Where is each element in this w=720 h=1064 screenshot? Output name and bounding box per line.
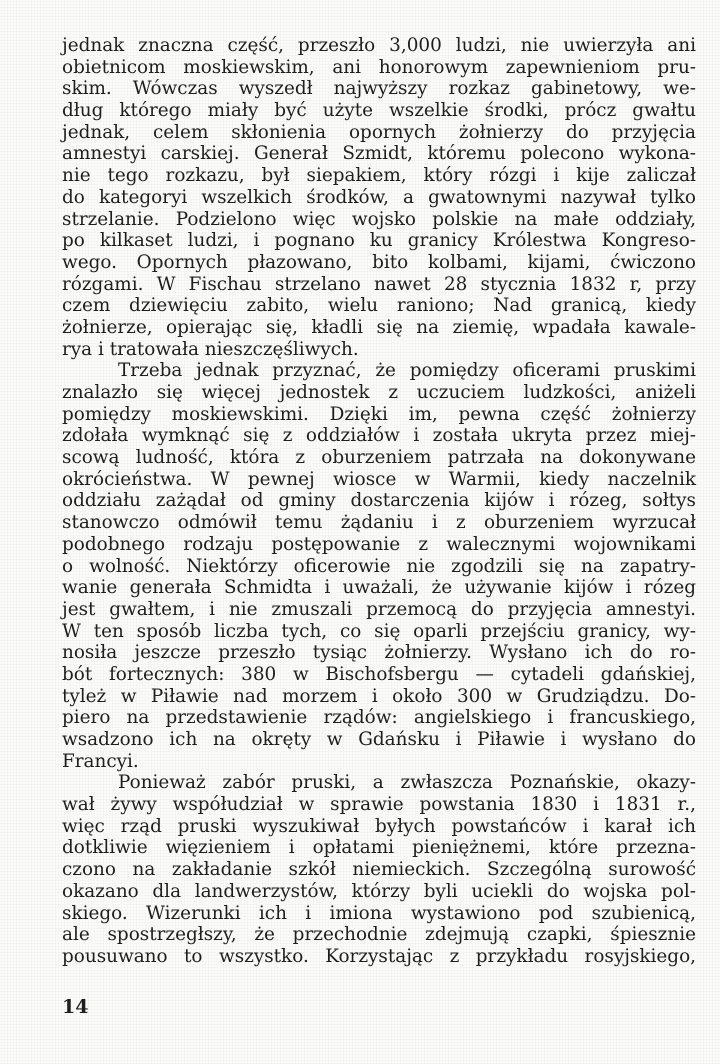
text-line: okazano dla landwerzystów, którzy byli uciekli do wojska pol- bbox=[62, 880, 696, 902]
text-line: podobnego rodzaju postępowanie z walecznymi wojownikami bbox=[62, 533, 696, 555]
text-line: stanowczo odmówił temu żądaniu i z oburzeniem wyrzucał bbox=[62, 512, 696, 534]
text-line: oddziału zażądał od gminy dostarczenia kijów i rózeg, sołtys bbox=[62, 490, 696, 512]
text-line: wał żywy współudział w sprawie powstania 1830 i 1831 r., bbox=[62, 794, 696, 816]
text-line: o wolność. Niektórzy oficerowie nie zgodzili się na zapatry- bbox=[62, 555, 696, 577]
text-line: W ten sposób liczba tych, co się oparli przejściu granicy, wy- bbox=[62, 620, 696, 642]
text-line: pomiędzy moskiewskimi. Dzięki im, pewna część żołnierzy bbox=[62, 403, 696, 425]
text-line: skim. Wówczas wyszedł najwyższy rozkaz gabinetowy, we- bbox=[62, 78, 696, 100]
text-line: jednak znaczna część, przeszło 3,000 ludzi, nie uwierzyła ani bbox=[62, 35, 696, 56]
text-line: znalazło się więcej jednostek z uczuciem ludzkości, aniżeli bbox=[62, 382, 696, 403]
text-line: Ponieważ zabór pruski, a zwłaszcza Poznańskie, okazy- bbox=[118, 772, 696, 794]
text-line: rya i tratowała nieszczęśliwych. bbox=[62, 338, 359, 360]
text-line: wego. Opornych płazowano, bito kolbami, kijami, ćwiczono bbox=[62, 251, 696, 273]
text-line: obietnicom moskiewskim, ani honorowym zapewnieniom pru- bbox=[62, 56, 696, 78]
text-line: amnestyi carskiej. Generał Szmidt, któremu polecono wykona- bbox=[62, 143, 696, 165]
text-line: jednak, celem skłonienia opornych żołnierzy do przyjęcia bbox=[62, 121, 696, 143]
text-line: Francyi. bbox=[62, 750, 139, 772]
text-line: nie tego rozkazu, był siepakiem, który rózgi i kije zaliczał bbox=[62, 165, 696, 187]
text-line: dotkliwie więzieniem i opłatami pieniężnemi, które przezna- bbox=[62, 837, 696, 859]
body-text bbox=[62, 35, 696, 968]
text-line: tyleż w Piławie nad morzem i około 300 w Grudziądzu. Do- bbox=[62, 685, 696, 707]
text-line: piero na przedstawienie rządów: angielskiego i francuskiego, bbox=[62, 707, 696, 729]
text-line: żołnierze, opierając się, kładli się na ziemię, wpadała kawale- bbox=[62, 316, 696, 338]
text-line: strzelanie. Podzielono więc wojsko polskie na małe oddziały, bbox=[62, 208, 696, 230]
text-line: czem dziewięciu zabito, wielu raniono; Nad granicą, kiedy bbox=[62, 295, 696, 317]
text-line: skiego. Wizerunki ich i imiona wystawiono pod szubienicą, bbox=[62, 902, 696, 924]
text-line: po kilkaset ludzi, i pognano ku granicy Królestwa Kongreso- bbox=[62, 230, 696, 252]
text-line: okrócieństwa. W pewnej wiosce w Warmii, kiedy naczelnik bbox=[62, 468, 696, 490]
text-line: wanie generała Schmidta i uważali, że używanie kijów i rózeg bbox=[62, 577, 696, 599]
text-line: czono na zakładanie szkół niemieckich. Szczególną surowość bbox=[62, 859, 696, 881]
text-line: do kategoryi wszelkich środków, a gwatownymi nazywał tylko bbox=[62, 186, 696, 208]
text-line: nosiła jeszcze przeszło tysiąc żołnierzy. Wysłano ich do ro- bbox=[62, 642, 696, 664]
text-line: wsadzono ich na okręty w Gdańsku i Piławie i wysłano do bbox=[62, 729, 696, 750]
text-line: jest gwałtem, i nie zmuszali przemocą do przyjęcia amnestyi. bbox=[62, 598, 696, 620]
text-line: zdołała wymknąć się z oddziałów i została ukryta przez miej- bbox=[62, 425, 696, 447]
text-line: Trzeba jednak przyznać, że pomiędzy oficerami pruskimi bbox=[118, 360, 696, 382]
text-line: więc rząd pruski wyszukiwał byłych powstańców i karał ich bbox=[62, 815, 696, 837]
text-line: dług którego miały być użyte wszelkie środki, prócz gwałtu bbox=[62, 100, 696, 122]
text-line: rózgami. W Fischau strzelano nawet 28 stycznia 1832 r, przy bbox=[62, 273, 696, 295]
text-line: bót fortecznych: 380 w Bischofsbergu — cytadeli gdańskiej, bbox=[62, 663, 696, 685]
text-line: scową ludność, która z oburzeniem patrzała na dokonywane bbox=[62, 447, 696, 469]
text-line: ale spostrzegłszy, że przechodnie zdejmują czapki, śpiesznie bbox=[62, 924, 696, 946]
text-line: pousuwano to wszystko. Korzystając z przykładu rosyjskiego, bbox=[62, 945, 696, 967]
page-number: 14 bbox=[62, 996, 89, 1018]
